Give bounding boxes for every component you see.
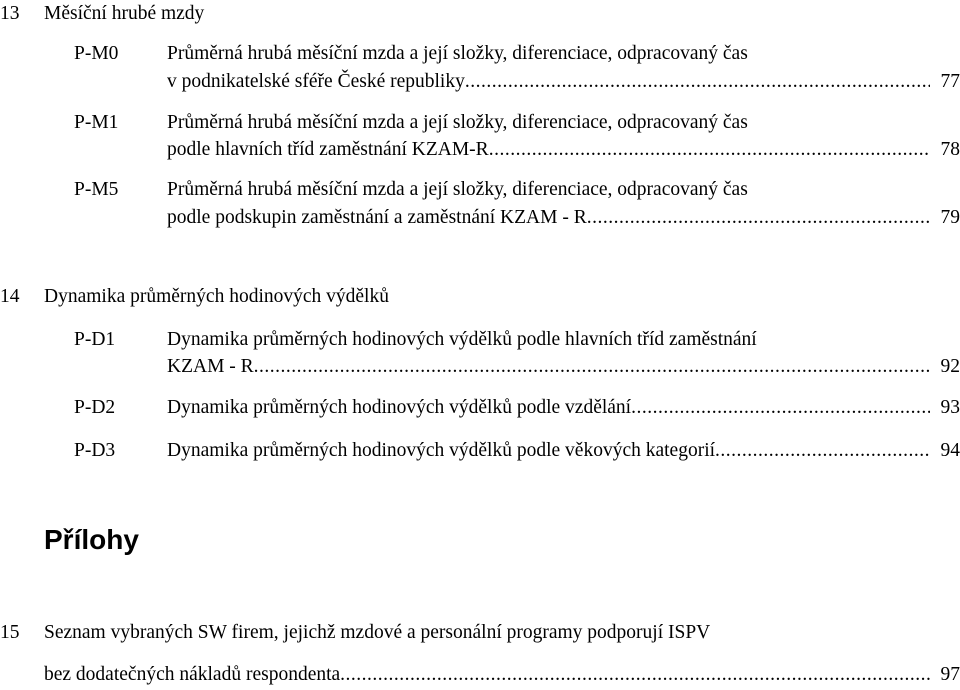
toc-entry-line <box>167 439 960 463</box>
entry-title-line1: Seznam vybraných SW firem, jejichž mzdové a personální programy podporují ISPV <box>44 622 711 643</box>
entry-title: Dynamika průměrných hodinových výdělků podle vzdělání <box>167 397 632 418</box>
dot-leader <box>254 355 930 379</box>
entry-title-line1: Průměrná hrubá měsíční mzda a její složky, diferenciace, odpracovaný čas <box>167 43 748 64</box>
entry-title-line2: podle hlavních tříd zaměstnání KZAM-R <box>167 139 489 160</box>
dot-leader <box>587 206 930 230</box>
dot-leader <box>631 396 930 420</box>
entry-title-line2: podle podskupin zaměstnání a zaměstnání KZAM - R <box>167 207 587 228</box>
entry-code: P-M0 <box>74 43 119 64</box>
page-number: 78 <box>940 139 960 160</box>
dot-leader <box>715 439 930 463</box>
toc-entry-line <box>44 663 960 687</box>
toc-entry-line <box>167 206 960 230</box>
page-number: 94 <box>940 440 960 461</box>
page-number: 79 <box>940 207 960 228</box>
entry-title-line1: Průměrná hrubá měsíční mzda a její složky, diferenciace, odpracovaný čas <box>167 112 748 133</box>
entry-code: P-D2 <box>74 397 116 418</box>
page-number: 93 <box>940 397 960 418</box>
entry-code: P-M5 <box>74 179 119 200</box>
toc-entry-line <box>167 70 960 94</box>
section-number: 13 <box>0 3 20 24</box>
section-number: 15 <box>0 622 20 643</box>
entry-code: P-M1 <box>74 112 119 133</box>
page-number: 97 <box>940 664 960 685</box>
section-number: 14 <box>0 286 20 307</box>
entry-title-line1: Průměrná hrubá měsíční mzda a její složky, diferenciace, odpracovaný čas <box>167 179 748 200</box>
page-number: 92 <box>940 356 960 377</box>
entry-title: Dynamika průměrných hodinových výdělků podle věkových kategorií <box>167 440 716 461</box>
toc-entry-line <box>167 396 960 420</box>
entry-title-line2: v podnikatelské sféře České republiky <box>167 71 465 92</box>
page-number: 77 <box>940 71 960 92</box>
entry-title-line2: bez dodatečných nákladů respondenta <box>44 664 341 685</box>
section-title: Dynamika průměrných hodinových výdělků <box>44 286 389 307</box>
section-title: Měsíční hrubé mzdy <box>44 3 205 24</box>
dot-leader <box>340 663 930 687</box>
toc-entry-line <box>167 355 960 379</box>
entry-title-line1: Dynamika průměrných hodinových výdělků podle hlavních tříd zaměstnání <box>167 329 757 350</box>
dot-leader <box>465 70 930 94</box>
dot-leader <box>489 138 930 162</box>
entry-code: P-D3 <box>74 440 116 461</box>
appendix-heading: Přílohy <box>44 524 139 555</box>
entry-code: P-D1 <box>74 329 116 350</box>
entry-title-line2: KZAM - R <box>167 356 254 377</box>
toc-entry-line <box>167 138 960 162</box>
